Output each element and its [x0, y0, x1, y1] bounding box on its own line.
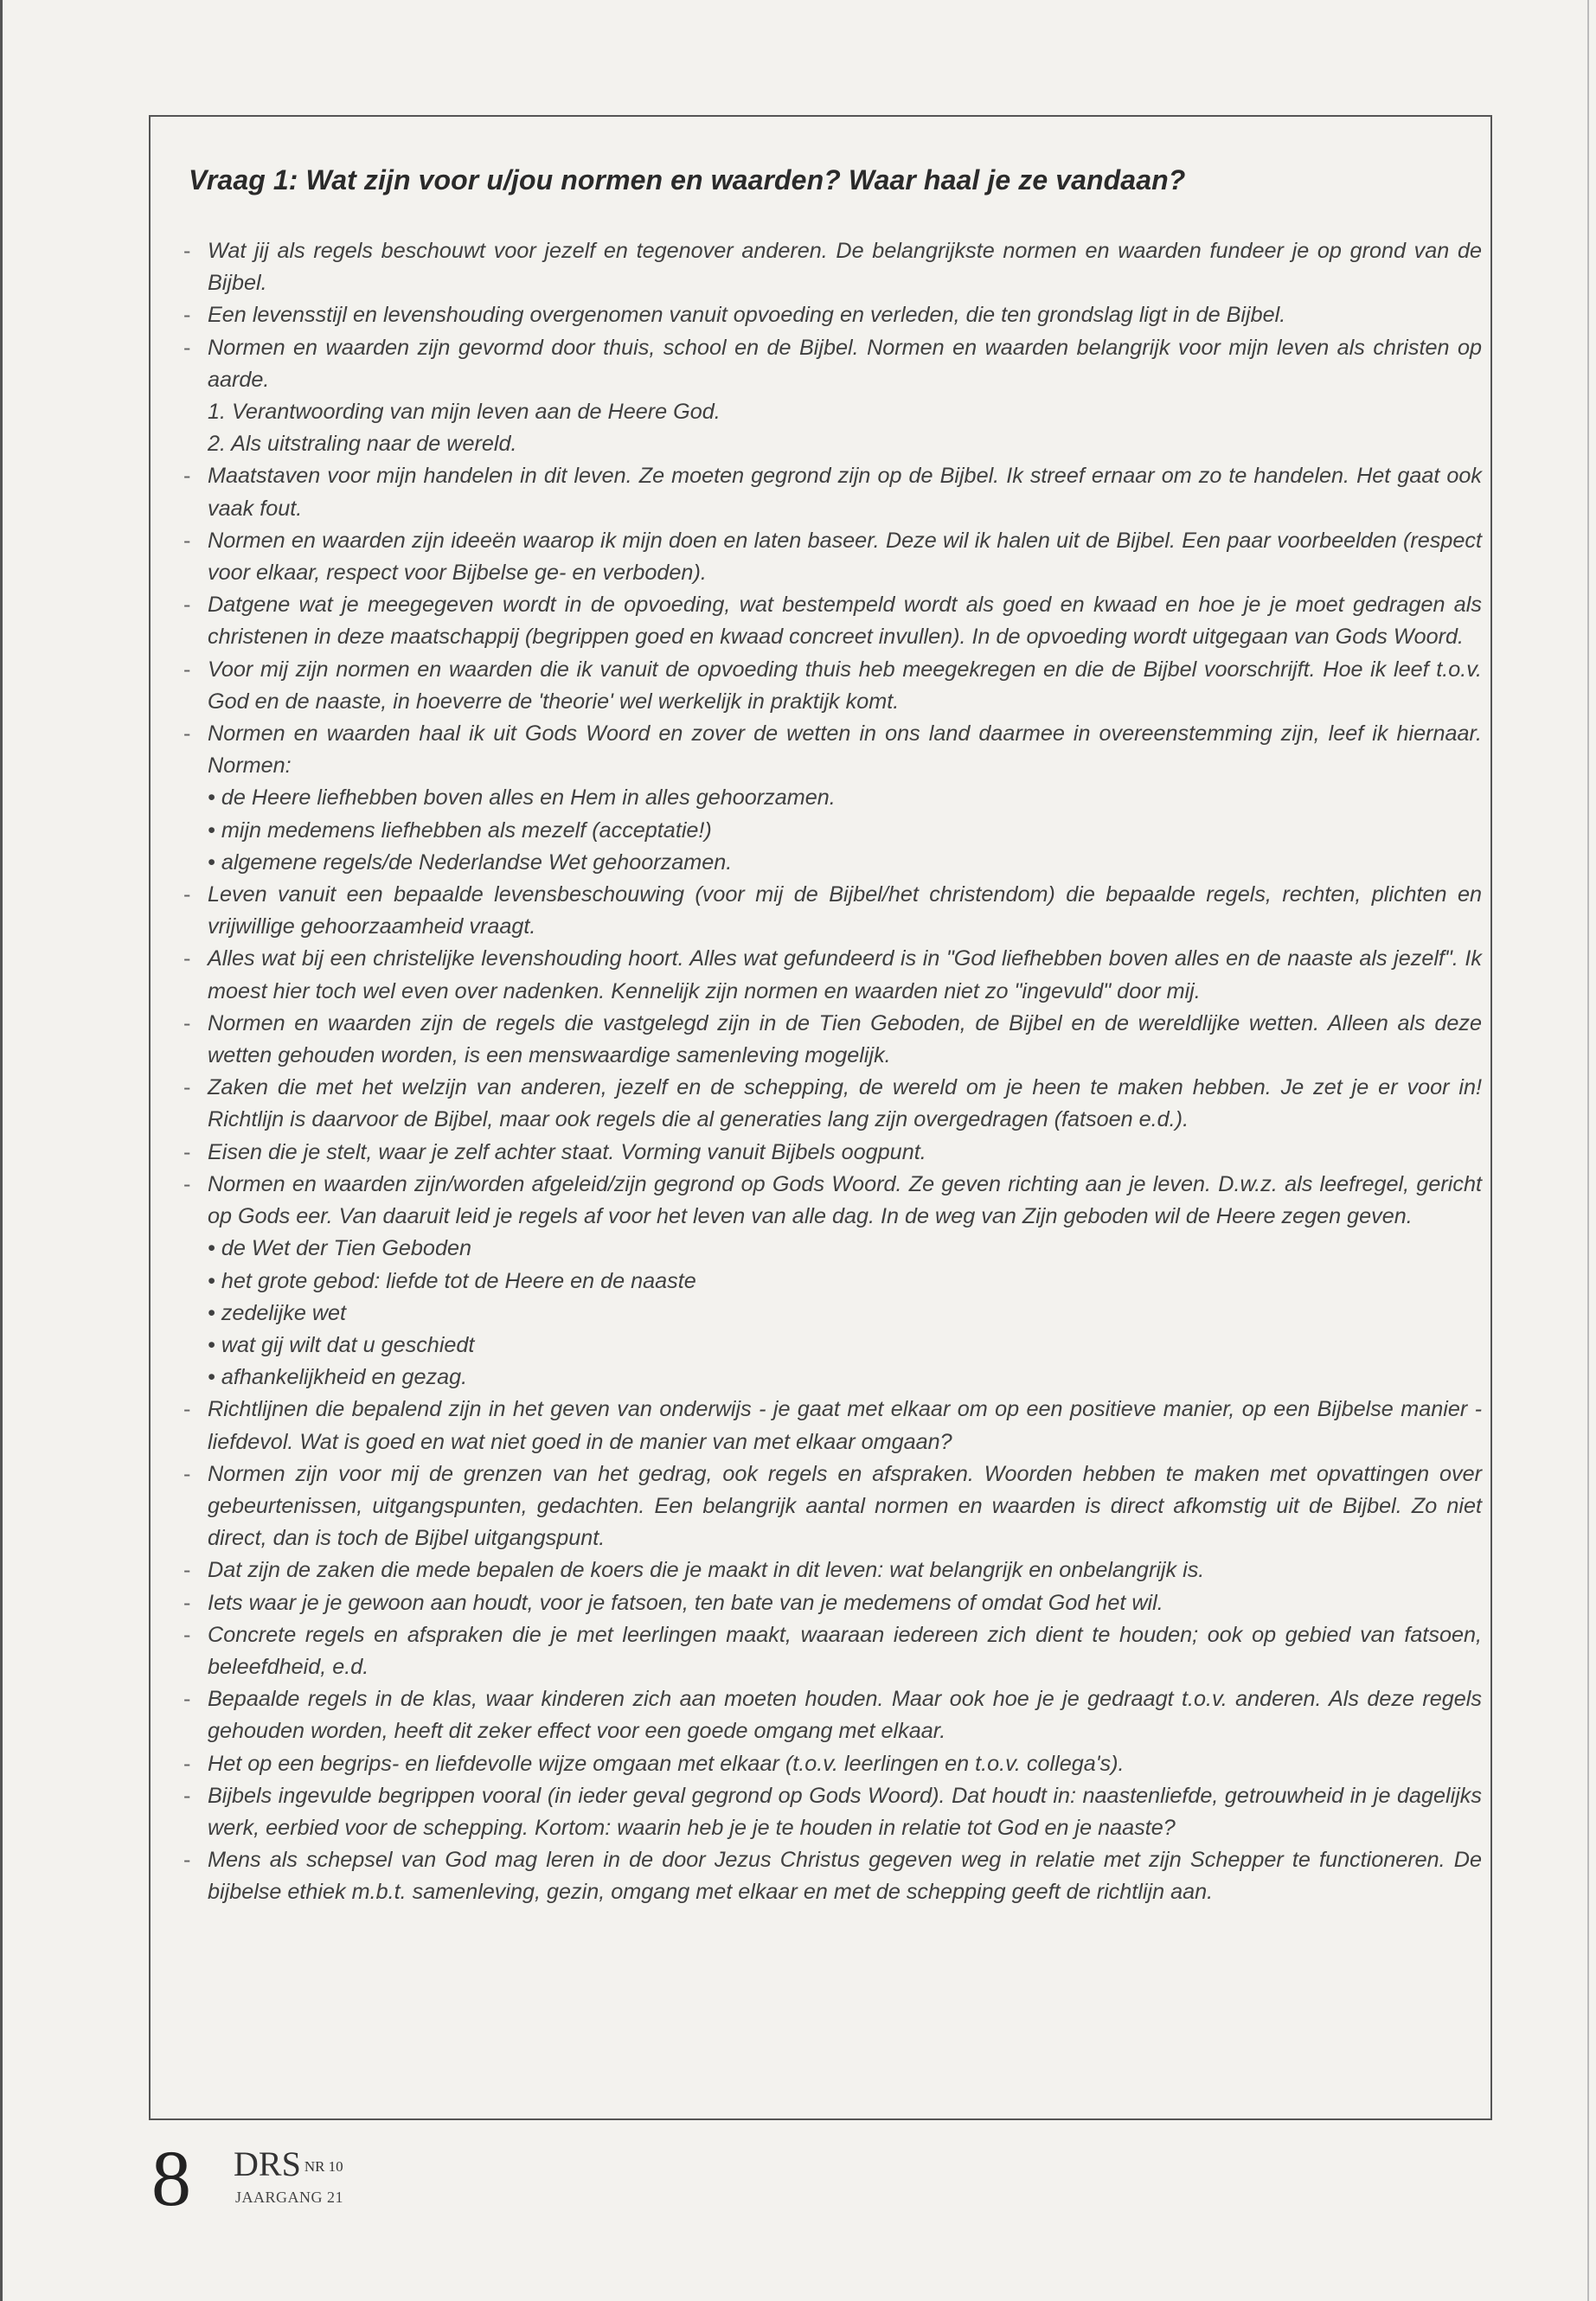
- answer-entry: [182, 235, 1482, 299]
- volume-label: JAARGANG 21: [235, 2189, 344, 2206]
- dash-marker: -: [183, 721, 191, 747]
- answer-entry: [182, 332, 1482, 461]
- answer-entry: [182, 1844, 1482, 1908]
- answer-entry: [182, 1587, 1482, 1619]
- dash-marker: -: [183, 657, 191, 682]
- bullet-item: • mijn medemens liefhebben als mezelf (acceptatie!): [208, 817, 712, 843]
- dash-marker: -: [183, 528, 191, 553]
- answer-text: Normen en waarden zijn ideeën waarop ik mijn doen en laten baseer. Deze wil ik halen uit de Bijbel. Een paar voorbeelden (respect voor elkaar, respect voor Bijbelse ge- en verboden).: [208, 528, 1482, 586]
- answer-entry: [182, 1748, 1482, 1780]
- answer-entry: [182, 299, 1482, 331]
- answer-entry: [182, 1780, 1482, 1844]
- answer-text: Zaken die met het welzijn van anderen, jezelf en de schepping, de wereld om je heen te maken hebben. Je zet je er voor in! Richtlijn is daarvoor de Bijbel, maar ook regels die al generaties lang zijn overgedragen (fatsoen e.d.).: [208, 1075, 1482, 1132]
- answer-text: Normen zijn voor mij de grenzen van het gedrag, ook regels en afspraken. Woorden hebben te maken met opvattingen over gebeurtenissen, uitgangspunten, gedachten. Een belangrijk aantal normen en waarden is direct afkomstig uit de Bijbel. Zo niet direct, dan is toch de Bijbel uitgangspunt.: [208, 1461, 1482, 1551]
- answer-list: [182, 235, 1482, 1909]
- answer-entry: [182, 1619, 1482, 1683]
- answer-text: Concrete regels en afspraken die je met leerlingen maakt, waaraan iedereen zich dient te houden; ook op gebied van fatsoen, beleefdheid, e.d.: [208, 1622, 1482, 1679]
- bullet-item: • algemene regels/de Nederlandse Wet gehoorzamen.: [208, 849, 733, 875]
- numbered-item: 2. Als uitstraling naar de wereld.: [208, 432, 517, 457]
- answer-entry: [182, 460, 1482, 524]
- answer-text: Normen en waarden haal ik uit Gods Woord en zover de wetten in ons land daarmee in overeenstemming zijn, leef ik hiernaar. Normen:: [208, 721, 1482, 779]
- dash-marker: -: [183, 1622, 191, 1647]
- dash-marker: -: [183, 1461, 191, 1486]
- bullet-item: • zedelijke wet: [208, 1300, 347, 1325]
- answer-entry: [182, 1554, 1482, 1586]
- answer-entry: [182, 589, 1482, 653]
- answer-entry: [182, 1137, 1482, 1169]
- dash-marker: -: [183, 335, 191, 360]
- answer-text: Dat zijn de zaken die mede bepalen de koers die je maakt in dit leven: wat belangrijk en onbelangrijk is.: [208, 1558, 1205, 1583]
- answer-entry: [182, 879, 1482, 943]
- answer-text: Eisen die je stelt, waar je zelf achter staat. Vorming vanuit Bijbels oogpunt.: [208, 1139, 926, 1164]
- answer-text: Normen en waarden zijn/worden afgeleid/zijn gegrond op Gods Woord. Ze geven richting aan je leven. D.w.z. als leefregel, gericht op Gods eer. Van daaruit leid je regels af voor het leven van alle dag. In de weg van Zijn geboden wil de Heere zegen geven.: [208, 1171, 1482, 1229]
- answer-entry: [182, 654, 1482, 718]
- dash-marker: -: [183, 1139, 191, 1164]
- bullet-item: • de Heere liefhebben boven alles en Hem in alles gehoorzamen.: [208, 785, 836, 811]
- numbered-item: 1. Verantwoording van mijn leven aan de Heere God.: [208, 400, 721, 425]
- answer-text: Leven vanuit een bepaalde levensbeschouwing (voor mij de Bijbel/het christendom) die bepaalde regels, rechten, plichten en vrijwillige gehoorzaamheid vraagt.: [208, 882, 1482, 939]
- answer-entry: [182, 1683, 1482, 1747]
- question-title: Vraag 1: Wat zijn voor u/jou normen en waarden? Waar haal je ze vandaan?: [189, 164, 1186, 195]
- issue-number: NR 10: [304, 2158, 343, 2175]
- dash-marker: -: [183, 1848, 191, 1873]
- answer-entry: [182, 525, 1482, 589]
- dash-marker: -: [183, 593, 191, 618]
- answer-entry: [182, 943, 1482, 1007]
- bullet-item: • wat gij wilt dat u geschiedt: [208, 1332, 475, 1357]
- bullet-item: • afhankelijkheid en gezag.: [208, 1365, 468, 1390]
- answer-text: Normen en waarden zijn de regels die vastgelegd zijn in de Tien Geboden, de Bijbel en de wereldlijke wetten. Alleen als deze wetten gehouden worden, is een menswaardige samenleving mogelijk.: [208, 1010, 1482, 1068]
- dash-marker: -: [183, 1751, 191, 1776]
- answer-text: Voor mij zijn normen en waarden die ik vanuit de opvoeding thuis heb meegekregen en die de Bijbel voorschrijft. Hoe ik leef t.o.v. God en de naaste, in hoeverre de 'theorie' wel werkelijk in praktijk komt.: [208, 657, 1482, 714]
- bullet-item: • de Wet der Tien Geboden: [208, 1236, 471, 1261]
- dash-marker: -: [183, 464, 191, 489]
- dash-marker: -: [183, 1075, 191, 1100]
- answer-text: Richtlijnen die bepalend zijn in het geven van onderwijs - je gaat met elkaar om op een positieve manier, op een Bijbelse manier - liefdevol. Wat is goed en wat niet goed in de manier van met elkaar omgaan?: [208, 1397, 1482, 1454]
- bullet-item: • het grote gebod: liefde tot de Heere en de naaste: [208, 1268, 696, 1293]
- answer-text: Maatstaven voor mijn handelen in dit leven. Ze moeten gegrond zijn op de Bijbel. Ik streef ernaar om zo te handelen. Het gaat ook vaak fout.: [208, 464, 1482, 521]
- magazine-title: DRS: [234, 2144, 301, 2183]
- page-number: 8: [151, 2134, 191, 2222]
- answer-entry: [182, 1394, 1482, 1458]
- dash-marker: -: [183, 1590, 191, 1615]
- answer-entry: [182, 1072, 1482, 1136]
- answer-entry: [182, 1458, 1482, 1555]
- dash-marker: -: [183, 946, 191, 971]
- magazine-name: [234, 2144, 343, 2183]
- page-edge-right: [1587, 0, 1589, 2301]
- answer-text: Alles wat bij een christelijke levenshouding hoort. Alles wat gefundeerd is in "God liefhebben boven alles en de naaste als jezelf". Ik moest hier toch wel even over nadenken. Kennelijk zijn normen en waarden niet zo "ingevuld" door mij.: [208, 946, 1482, 1003]
- answer-text: Het op een begrips- en liefdevolle wijze omgaan met elkaar (t.o.v. leerlingen en t.o.v. collega's).: [208, 1751, 1125, 1776]
- answer-text: Bepaalde regels in de klas, waar kinderen zich aan moeten houden. Maar ook hoe je je gedraagt t.o.v. anderen. Als deze regels gehouden worden, heeft dit zeker effect voor een goede omgang met elkaar.: [208, 1687, 1482, 1744]
- dash-marker: -: [183, 1010, 191, 1035]
- page-edge: [0, 0, 3, 2301]
- dash-marker: -: [183, 1783, 191, 1808]
- answer-text: Bijbels ingevulde begrippen vooral (in ieder geval gegrond op Gods Woord). Dat houdt in: naastenliefde, getrouwheid in je dagelijks werk, eerbied voor de schepping. Kortom: waarin heb je je te houden in relatie tot God en je naaste?: [208, 1783, 1482, 1840]
- dash-marker: -: [183, 1687, 191, 1712]
- answer-text: Mens als schepsel van God mag leren in de door Jezus Christus gegeven weg in relatie met zijn Schepper te functioneren. De bijbelse ethiek m.b.t. samenleving, gezin, omgang met elkaar en met de schepping geeft de richtlijn aan.: [208, 1848, 1482, 1905]
- answer-entry: [182, 718, 1482, 879]
- dash-marker: -: [183, 1397, 191, 1422]
- dash-marker: -: [183, 1558, 191, 1583]
- answer-entry: [182, 1169, 1482, 1394]
- answer-text: Iets waar je je gewoon aan houdt, voor je fatsoen, ten bate van je medemens of omdat God het wil.: [208, 1590, 1163, 1615]
- dash-marker: -: [183, 882, 191, 907]
- answer-text: Datgene wat je meegegeven wordt in de opvoeding, wat bestempeld wordt als goed en kwaad en hoe je je moet gedragen als christenen in deze maatschappij (begrippen goed en kwaad concreet invullen). In de opvoeding wordt uitgegaan van Gods Woord.: [208, 593, 1482, 650]
- answer-entry: [182, 1008, 1482, 1072]
- answer-text: Een levensstijl en levenshouding overgenomen vanuit opvoeding en verleden, die ten grondslag ligt in de Bijbel.: [208, 303, 1286, 328]
- dash-marker: -: [183, 1171, 191, 1196]
- dash-marker: -: [183, 239, 191, 263]
- dash-marker: -: [183, 303, 191, 328]
- answer-text: Wat jij als regels beschouwt voor jezelf en tegenover anderen. De belangrijkste normen en waarden fundeer je op grond van de Bijbel.: [208, 239, 1482, 296]
- answer-text: Normen en waarden zijn gevormd door thuis, school en de Bijbel. Normen en waarden belangrijk voor mijn leven als christen op aarde.: [208, 335, 1482, 392]
